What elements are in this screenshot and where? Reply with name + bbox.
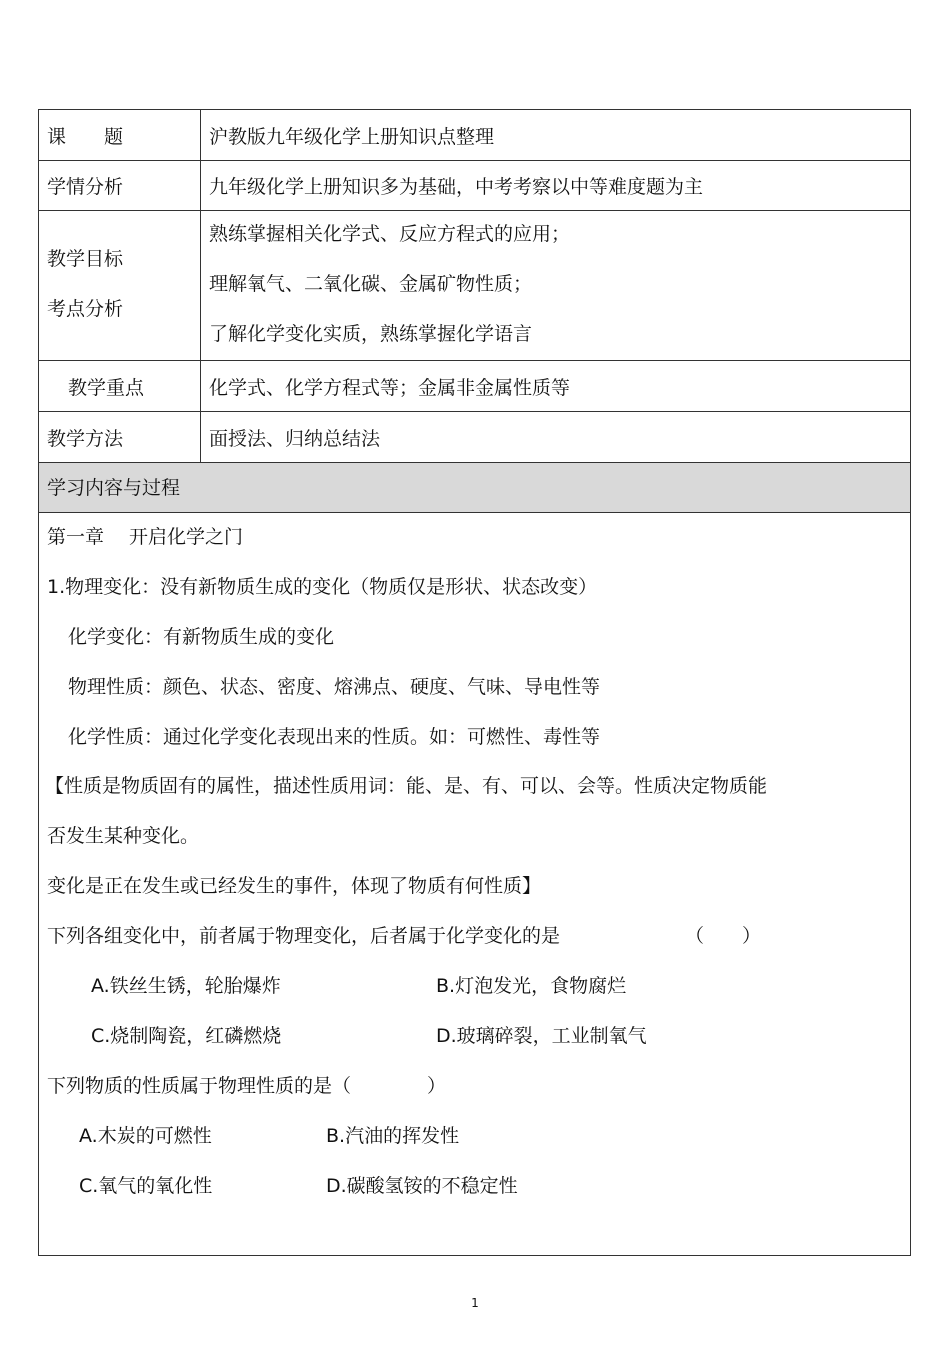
q1-answer-blank: （ ） bbox=[685, 925, 762, 947]
q2-option-b: B.汽油的挥发性 bbox=[326, 1125, 460, 1147]
q2-option-a: A.木炭的可燃性 bbox=[79, 1125, 212, 1147]
section-header-row bbox=[39, 463, 910, 513]
objective-line: 熟练掌握相关化学式、反应方程式的应用； bbox=[209, 223, 571, 245]
q1-stem: 下列各组变化中，前者属于物理变化，后者属于化学变化的是 bbox=[47, 925, 561, 947]
q1-option-b: B.灯泡发光，食物腐烂 bbox=[436, 975, 627, 997]
q1-option-c: C.烧制陶瓷，红磷燃烧 bbox=[91, 1025, 282, 1047]
chapter-title: 第一章 开启化学之门 bbox=[47, 526, 244, 548]
objectives-value bbox=[209, 211, 902, 360]
lesson-plan-table bbox=[38, 109, 911, 1256]
row-situation bbox=[39, 161, 910, 211]
content-line: 化学变化：有新物质生成的变化 bbox=[68, 626, 335, 648]
topic-label: 课 题 bbox=[39, 110, 201, 160]
content-line: 否发生某种变化。 bbox=[47, 825, 200, 847]
content-line: 物理性质：颜色、状态、密度、熔沸点、硬度、气味、导电性等 bbox=[68, 676, 601, 698]
situation-value: 九年级化学上册知识多为基础，中考考察以中等难度题为主 bbox=[209, 176, 704, 198]
methods-label: 教学方法 bbox=[39, 412, 201, 462]
row-topic bbox=[39, 110, 910, 161]
exam-analysis-label: 考点分析 bbox=[47, 298, 124, 320]
page-number: 1 bbox=[471, 1296, 479, 1310]
row-key-points bbox=[39, 361, 910, 412]
objectives-label: 教学目标 bbox=[47, 248, 124, 270]
section-header: 学习内容与过程 bbox=[47, 477, 181, 499]
content-line: 【性质是物质固有的属性，描述性质用词：能、是、有、可以、会等。性质决定物质能 bbox=[45, 775, 768, 797]
q2-stem: 下列物质的性质属于物理性质的是（ ） bbox=[47, 1075, 447, 1097]
row-objectives bbox=[39, 211, 910, 361]
key-points-value: 化学式、化学方程式等；金属非金属性质等 bbox=[209, 376, 571, 399]
objective-line: 了解化学变化实质，熟练掌握化学语言 bbox=[209, 323, 533, 345]
objectives-label-cell bbox=[39, 211, 201, 360]
row-methods bbox=[39, 412, 910, 463]
key-points-label: 教学重点 bbox=[39, 361, 201, 411]
q2-option-d: D.碳酸氢铵的不稳定性 bbox=[326, 1175, 518, 1197]
methods-value: 面授法、归纳总结法 bbox=[209, 427, 381, 450]
topic-value: 沪教版九年级化学上册知识点整理 bbox=[209, 125, 495, 148]
content-area bbox=[39, 513, 910, 1255]
q1-option-a: A.铁丝生锈，轮胎爆炸 bbox=[91, 975, 281, 997]
objective-line: 理解氧气、二氧化碳、金属矿物性质； bbox=[209, 273, 533, 295]
q2-option-c: C.氧气的氧化性 bbox=[79, 1175, 213, 1197]
content-line: 1.物理变化：没有新物质生成的变化（物质仅是形状、状态改变） bbox=[47, 576, 598, 598]
situation-label: 学情分析 bbox=[39, 161, 201, 210]
content-line: 化学性质：通过化学变化表现出来的性质。如：可燃性、毒性等 bbox=[68, 726, 601, 748]
q1-option-d: D.玻璃碎裂，工业制氧气 bbox=[436, 1025, 647, 1047]
content-line: 变化是正在发生或已经发生的事件，体现了物质有何性质】 bbox=[47, 875, 542, 897]
